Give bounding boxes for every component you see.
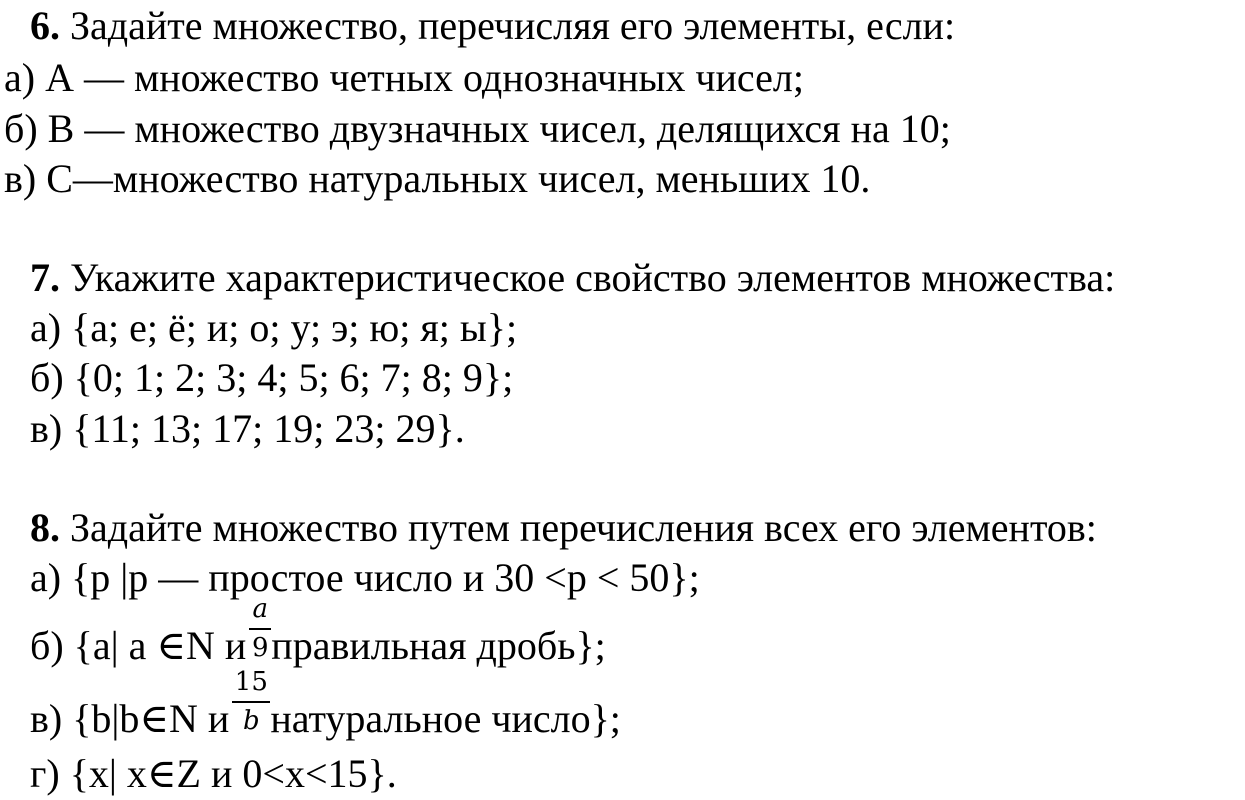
task-7-item-b: б) {0; 1; 2; 3; 4; 5; 6; 7; 8; 9}; xyxy=(30,355,514,400)
task-8-title: Задайте множество путем перечисления всех его элементов: xyxy=(70,505,1097,550)
task-7-item-a: а) {а; е; ё; и; о; у; э; ю; я; ы}; xyxy=(30,305,518,350)
task-8-item-c-prefix: в) {b|b∈N и xyxy=(30,696,230,741)
task-8-item-b xyxy=(30,594,606,668)
task-8-number: 8. xyxy=(30,505,60,550)
fraction-bar xyxy=(232,701,270,703)
task-8-item-b-suffix: правильная дробь}; xyxy=(271,623,606,668)
task-6-number: 6. xyxy=(30,3,60,48)
task-8-item-d: г) {x| x∈Z и 0<x<15}. xyxy=(30,751,397,796)
fraction-denominator: 9 xyxy=(252,633,269,663)
task-7-heading xyxy=(30,255,1116,300)
task-6-item-c: в) С—множество натуральных чисел, меньших 10. xyxy=(4,156,871,201)
task-6-item-b: б) В — множество двузначных чисел, делящихся на 10; xyxy=(4,106,951,151)
fraction-bar xyxy=(249,628,271,630)
task-7-title: Укажите характеристическое свойство элементов множества: xyxy=(70,255,1116,300)
task-8-item-c-suffix: натуральное число}; xyxy=(270,696,621,741)
fraction-numerator: a xyxy=(252,594,269,624)
task-7-item-c: в) {11; 13; 17; 19; 23; 29}. xyxy=(30,406,465,451)
task-8-item-a: а) {p |p — простое число и 30 <p < 50}; xyxy=(30,555,700,600)
task-8-item-b-prefix: б) {a| a ∈N и xyxy=(30,623,247,668)
task-7-number: 7. xyxy=(30,255,60,300)
fraction-a-over-9 xyxy=(249,594,271,663)
task-8-item-c xyxy=(30,667,621,741)
fraction-15-over-b xyxy=(232,667,270,736)
task-6-title: Задайте множество, перечисляя его элементы, если: xyxy=(70,3,956,48)
task-6-item-a: а) А — множество четных однозначных чисел; xyxy=(4,55,804,100)
fraction-denominator: b xyxy=(243,706,260,736)
fraction-numerator: 15 xyxy=(234,667,268,697)
task-8-heading xyxy=(30,505,1097,550)
task-6-heading xyxy=(30,3,956,48)
